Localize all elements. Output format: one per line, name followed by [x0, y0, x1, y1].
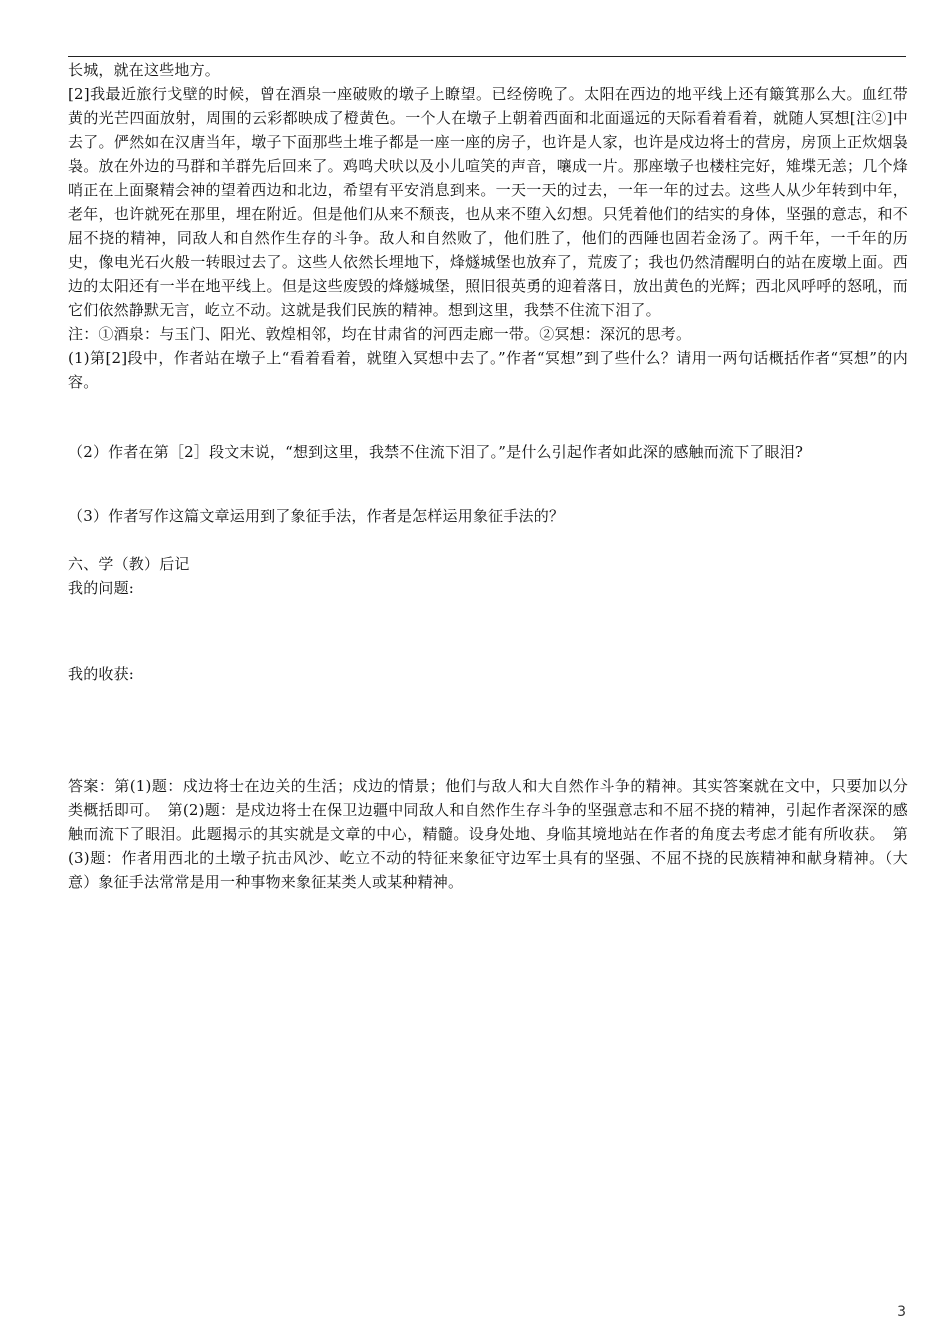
section-6-title: 六、学（教）后记 [68, 555, 190, 573]
my-gain-label: 我的收获: [68, 665, 135, 683]
answer-space-1 [68, 394, 908, 440]
answer-space-3 [68, 528, 908, 552]
answer-space-2 [68, 464, 908, 504]
intro-line: 长城，就在这些地方。 [68, 61, 221, 79]
footnotes: 注：①酒泉：与玉门、阳光、敦煌相邻，均在甘肃省的河西走廊一带。②冥想：深沉的思考。 [68, 325, 692, 343]
question-2: （2）作者在第［2］段文末说，“想到这里，我禁不住流下泪了。”是什么引起作者如此深的感触而流下了眼泪? [68, 443, 804, 461]
my-gain-space [68, 686, 908, 774]
document-body [68, 58, 908, 894]
answer-key: 答案：第(1)题：戍边将士在边关的生活；戍边的情景；他们与敌人和大自然作斗争的精神。其实答案就在文中，只要加以分类概括即可。 第(2)题：是戍边将士在保卫边疆中同敌人和自然作生存斗争的坚强意志和不屈不挠的精神，引起作者深深的感触而流下了眼泪。此题揭示的其实就是文章的中心，精髓。设身处地、身临其境地站在作者的角度去考虑才能有所收获。 第(3)题：作者用西北的土墩子抗击风沙、屹立不动的特征来象征守边军士具有的坚强、不屈不挠的民族精神和献身精神。（大意）象征手法常常是用一种事物来象征某类人或某种精神。 [68, 777, 908, 891]
my-problem-label: 我的问题: [68, 579, 135, 597]
passage-paragraph-2: [2]我最近旅行戈壁的时候，曾在酒泉一座破败的墩子上瞭望。已经傍晚了。太阳在西边的地平线上还有簸箕那么大。血红带黄的光芒四面放射，周围的云彩都映成了橙黄色。一个人在墩子上朝着西面和北面遥远的天际看着看着，就随人冥想[注②]中去了。俨然如在汉唐当年，墩子下面那些土堆子都是一座一座的房子，也许是人家，也许是戍边将士的营房，房顶上正炊烟袅袅。放在外边的马群和羊群先后回来了。鸡鸣犬吠以及小儿喧笑的声音，嚷成一片。那座墩子也楼柱完好，雉堞无恙；几个烽哨正在上面聚精会神的望着西边和北边，希望有平安消息到来。一天一天的过去，一年一年的过去。这些人从少年转到中年，老年，也许就死在那里，埋在附近。但是他们从来不颓丧，也从来不堕入幻想。只凭着他们的结实的身体，坚强的意志，和不屈不挠的精神，同敌人和自然作生存的斗争。敌人和自然败了，他们胜了，他们的西陲也固若金汤了。两千年，一千年的历史，像电光石火般一转眼过去了。这些人依然长埋地下，烽燧城堡也放弃了，荒废了；我也仍然清醒明白的站在废墩上面。西边的太阳还有一半在地平线上。但是这些废毁的烽燧城堡，照旧很英勇的迎着落日，放出黄色的光辉；西北风呼呼的怒吼，而它们依然静默无言，屹立不动。这就是我们民族的精神。想到这里，我禁不住流下泪了。 [68, 85, 908, 319]
page-number: 3 [897, 1304, 906, 1320]
question-3: （3）作者写作这篇文章运用到了象征手法，作者是怎样运用象征手法的？ [68, 507, 565, 525]
header-rule [68, 56, 906, 57]
question-1: (1)第[2]段中，作者站在墩子上“看着看着，就堕入冥想中去了。”作者“冥想”到了些什么？请用一两句话概括作者“冥想”的内容。 [68, 349, 908, 391]
my-problem-space [68, 600, 908, 662]
